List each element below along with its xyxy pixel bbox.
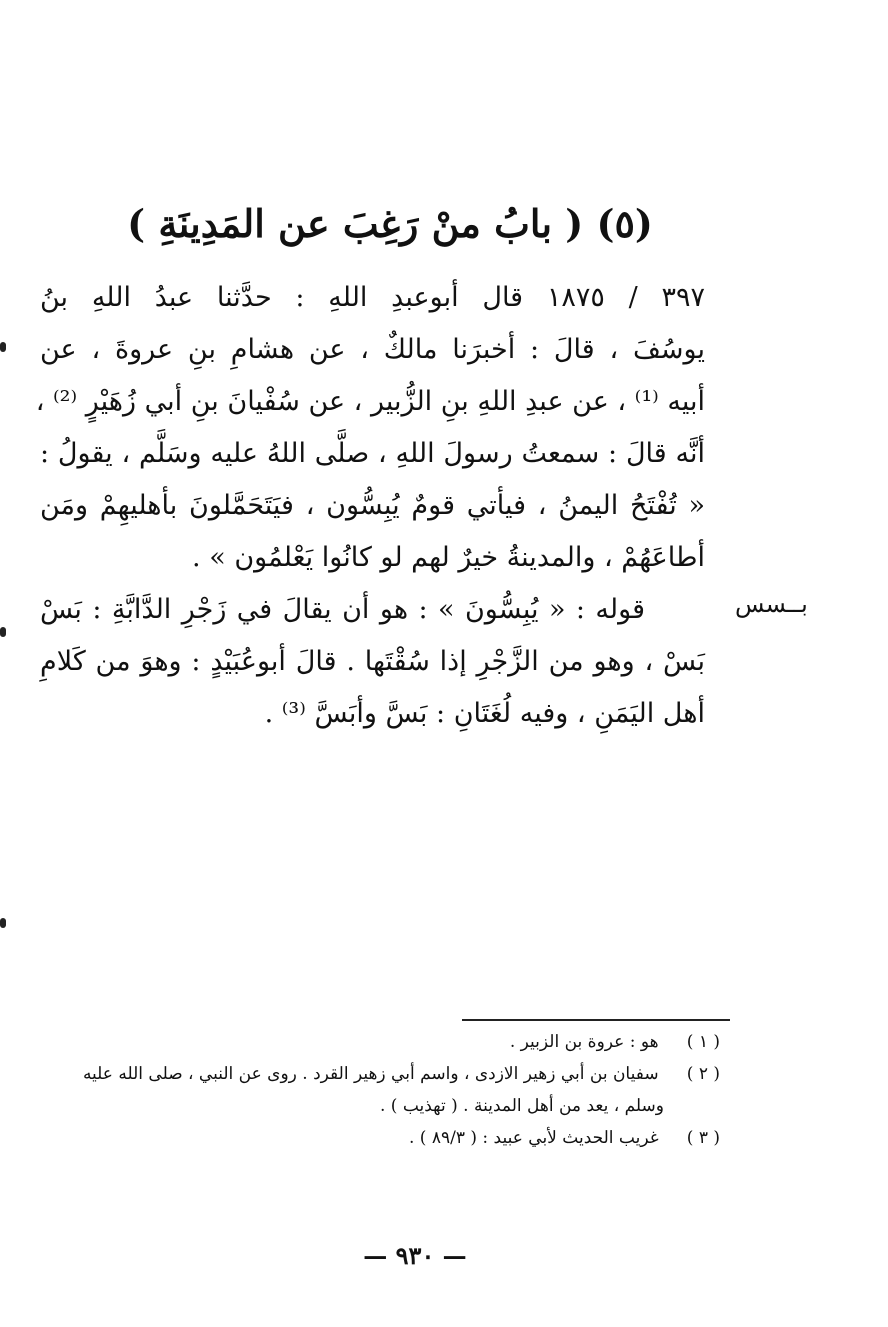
- hadith-line: أطاعَهُمْ ، والمدينةُ خيرٌ لهم لو كانُوا يَعْلمُون » .: [192, 542, 705, 573]
- footnote-separator: [462, 1019, 730, 1021]
- hadith-line: يوسُفَ ، قالَ : أخبرَنا مالكٌ ، عن هشامِ بنِ عروةَ ، عن: [40, 334, 705, 365]
- hadith-line: أبيه ⁽¹⁾ ، عن عبدِ اللهِ بنِ الزُّبير ، عن سُفْيانَ بنِ أبي زُهَيْرٍ ⁽²⁾ ،: [35, 386, 705, 417]
- chapter-title: (٥) ( بابُ منْ رَغِبَ عن المَدِينَةِ ): [127, 201, 653, 246]
- commentary-line: قوله : « يُبِسُّونَ » : هو أن يقالَ في زَجْرِ الدَّابَّةِ : بَسْ: [40, 594, 645, 625]
- scan-mark: [0, 918, 6, 928]
- footnote-number: ( ١ ): [686, 1032, 720, 1052]
- hadith-line: « تُفْتَحُ اليمنُ ، فيأتي قومٌ يُبِسُّون ، فيَتَحَمَّلونَ بأهليهِمْ ومَن: [40, 490, 705, 521]
- hadith-line: أنَّه قالَ : سمعتُ رسولَ اللهِ ، صلَّى اللهُ عليه وسَلَّم ، يقولُ :: [40, 438, 705, 469]
- commentary-text: [40, 584, 705, 740]
- footnote-number: ( ٢ ): [686, 1064, 720, 1084]
- hadith-line: ٣٩٧ / ١٨٧٥ قال أبوعبدِ اللهِ : حدَّثنا عبدُ اللهِ بنُ: [40, 282, 706, 313]
- page-number: — ٩٣٠ —: [363, 1241, 467, 1270]
- margin-note: بــسس: [735, 590, 808, 618]
- footnote-text: هو : عروة بن الزبير .: [509, 1032, 659, 1052]
- footnote: [30, 1122, 720, 1154]
- footnote: [30, 1058, 720, 1090]
- scan-mark: [0, 627, 6, 637]
- commentary-line: أهل اليَمَنِ ، وفيه لُغَتَانِ : بَسَّ وأبَسَّ ⁽³⁾ .: [264, 698, 705, 729]
- footnote-text: سفيان بن أبي زهير الازدى ، واسم أبي زهير القرد . روى عن النبي ، صلى الله عليه: [82, 1064, 659, 1084]
- scan-mark: [0, 342, 6, 352]
- footnote-text: غريب الحديث لأبي عبيد : ( ٨٩/٣ ) .: [409, 1128, 659, 1148]
- footnotes: [30, 1026, 720, 1154]
- hadith-text: [35, 272, 706, 584]
- footnote: [30, 1026, 720, 1058]
- footnote-continuation: وسلم ، يعد من أهل المدينة . ( تهذيب ) .: [379, 1096, 664, 1116]
- footnote-number: ( ٣ ): [686, 1128, 720, 1148]
- commentary-line: بَسْ ، وهو من الزَّجْرِ إذا سُقْتَها . قالَ أبوعُبَيْدٍ : وهوَ من كَلامِ: [40, 646, 705, 677]
